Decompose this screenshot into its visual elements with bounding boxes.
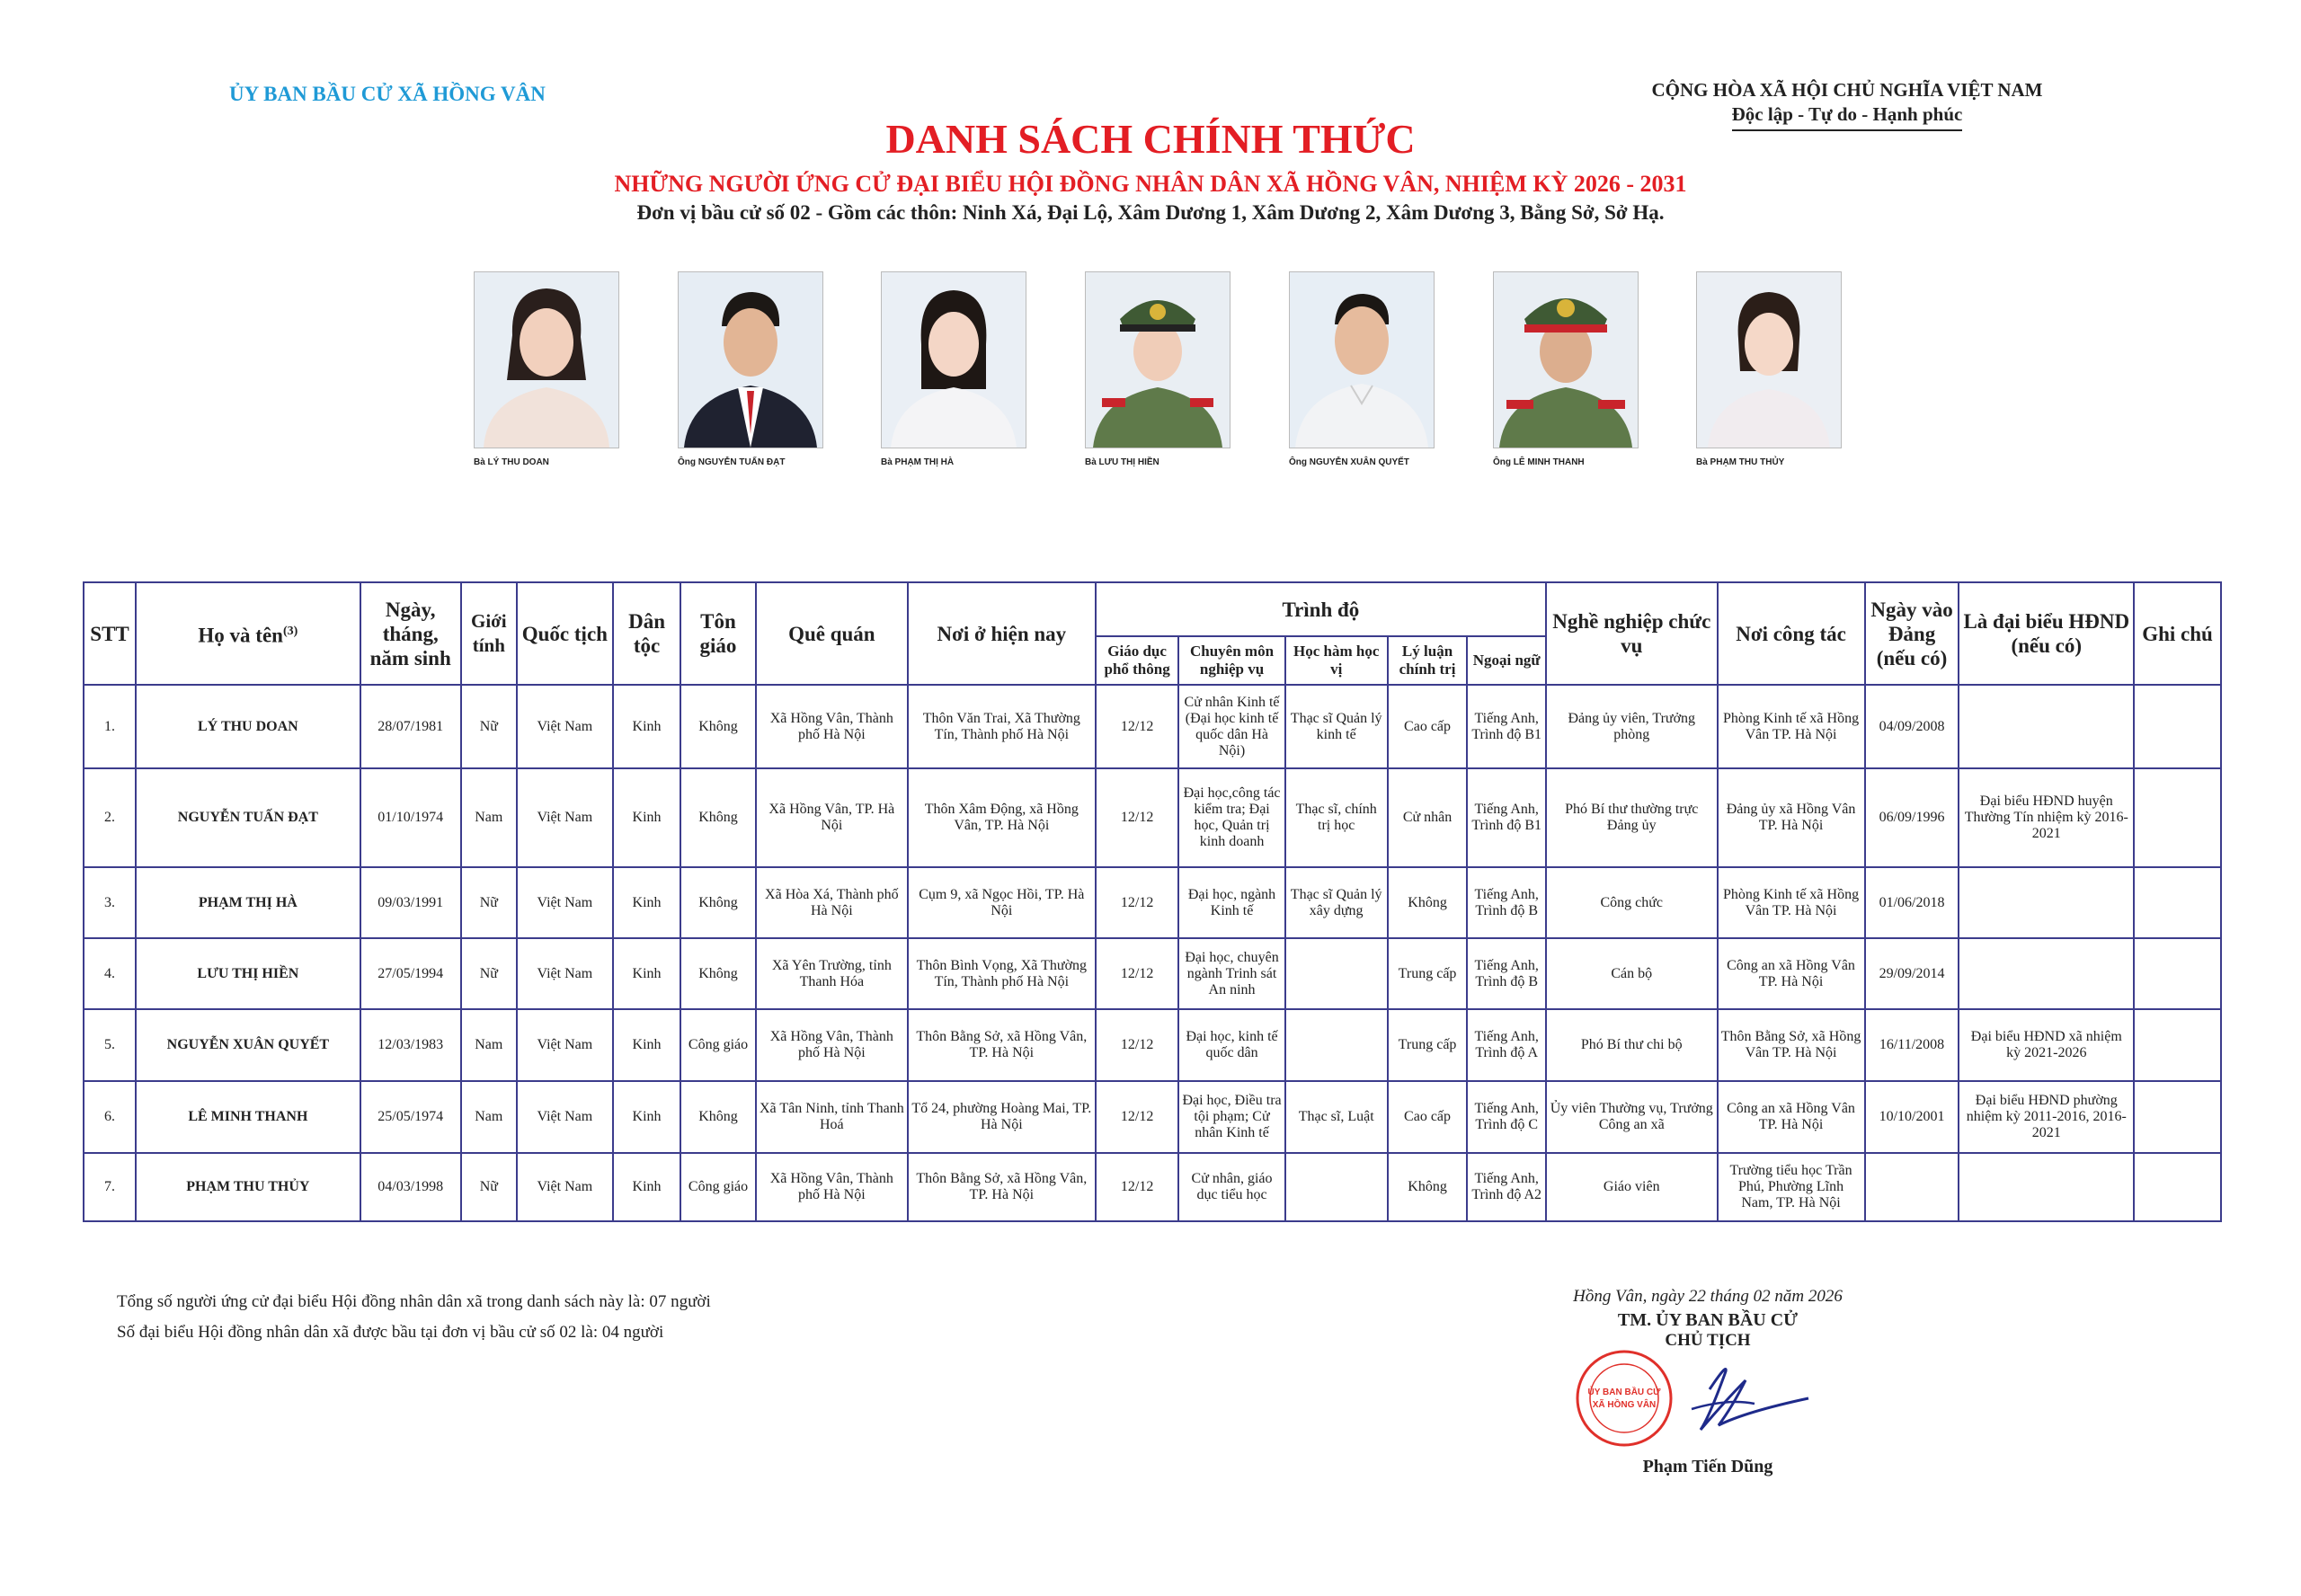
candidate-photo — [1696, 271, 1842, 467]
cell-residence: Cụm 9, xã Ngọc Hồi, TP. Hà Nội — [908, 867, 1096, 938]
total-candidates: Tổng số người ứng cử đại biểu Hội đồng nhân dân xã trong danh sách này là: 07 người — [117, 1292, 711, 1311]
cell-stt: 7. — [84, 1153, 136, 1221]
cell-dob: 25/05/1974 — [360, 1081, 461, 1153]
table-row — [84, 1081, 2221, 1153]
cell-degree: Thạc sĩ, Luật — [1285, 1081, 1388, 1153]
cell-general: 12/12 — [1096, 867, 1179, 938]
cell-religion: Không — [680, 685, 756, 768]
cell-nationality: Việt Nam — [517, 768, 613, 867]
cell-gender: Nữ — [461, 938, 517, 1009]
cell-degree: Thạc sĩ, chính trị học — [1285, 768, 1388, 867]
cell-residence: Thôn Bằng Sở, xã Hồng Vân, TP. Hà Nội — [908, 1153, 1096, 1221]
cell-party: 29/09/2014 — [1865, 938, 1959, 1009]
cell-workplace: Trường tiểu học Trần Phú, Phường Lĩnh Nam, TP. Hà Nội — [1718, 1153, 1865, 1221]
signature-stroke — [1701, 1370, 1808, 1431]
cell-language: Tiếng Anh, Trình độ B1 — [1467, 768, 1546, 867]
cell-religion: Không — [680, 768, 756, 867]
cell-degree: Thạc sĩ Quản lý kinh tế — [1285, 685, 1388, 768]
header-politics: Lý luận chính trị — [1388, 636, 1468, 685]
cell-language: Tiếng Anh, Trình độ A — [1467, 1009, 1546, 1081]
cell-workplace: Công an xã Hồng Vân TP. Hà Nội — [1718, 1081, 1865, 1153]
cell-name: PHẠM THU THỦY — [136, 1153, 360, 1221]
organization-name: ỦY BAN BẦU CỬ XÃ HỒNG VÂN — [229, 83, 546, 105]
cell-party: 10/10/2001 — [1865, 1081, 1959, 1153]
cell-degree — [1285, 1153, 1388, 1221]
signer-name: Phạm Tiến Dũng — [1642, 1457, 1773, 1476]
cell-delegate — [1959, 1153, 2134, 1221]
cell-delegate: Đại biểu HĐND phường nhiệm kỳ 2011-2016, 2016-2021 — [1959, 1081, 2134, 1153]
cell-nationality: Việt Nam — [517, 1153, 613, 1221]
cell-specialty: Đại học, Điều tra tội phạm; Cử nhân Kinh tế — [1178, 1081, 1284, 1153]
republic-name: CỘNG HÒA XÃ HỘI CHỦ NGHĨA VIỆT NAM — [1651, 79, 2043, 101]
cell-workplace: Phòng Kinh tế xã Hồng Vân TP. Hà Nội — [1718, 685, 1865, 768]
candidate-photo — [881, 271, 1026, 467]
header-degree: Học hàm học vị — [1285, 636, 1388, 685]
cell-name: LƯU THỊ HIỀN — [136, 938, 360, 1009]
cell-name: LÊ MINH THANH — [136, 1081, 360, 1153]
cell-language: Tiếng Anh, Trình độ B1 — [1467, 685, 1546, 768]
candidate-photos — [0, 271, 2301, 514]
cell-note — [2134, 1153, 2221, 1221]
cell-stt: 4. — [84, 938, 136, 1009]
header-hometown: Quê quán — [756, 582, 908, 685]
cell-workplace: Thôn Bằng Sở, xã Hồng Vân TP. Hà Nội — [1718, 1009, 1865, 1081]
cell-gender: Nữ — [461, 867, 517, 938]
sign-title: CHỦ TỊCH — [1665, 1331, 1751, 1350]
cell-degree: Thạc sĩ Quản lý xây dựng — [1285, 867, 1388, 938]
portrait-image — [1289, 271, 1435, 448]
cell-nationality: Việt Nam — [517, 1009, 613, 1081]
cell-general: 12/12 — [1096, 1009, 1179, 1081]
header-education: Trình độ — [1096, 582, 1546, 636]
cell-general: 12/12 — [1096, 685, 1179, 768]
cell-ethnic: Kinh — [613, 768, 680, 867]
cell-language: Tiếng Anh, Trình độ C — [1467, 1081, 1546, 1153]
cell-language: Tiếng Anh, Trình độ B — [1467, 867, 1546, 938]
photo-caption: Bà PHẠM THỊ HÀ — [881, 457, 955, 467]
candidate-table — [83, 581, 2222, 1222]
header-party: Ngày vào Đảng (nếu có) — [1865, 582, 1959, 685]
cell-specialty: Cử nhân Kinh tế (Đại học kinh tế quốc dân Hà Nội) — [1178, 685, 1284, 768]
cell-job: Ủy viên Thường vụ, Trưởng Công an xã — [1546, 1081, 1718, 1153]
portrait-image — [1085, 271, 1230, 448]
cell-job: Công chức — [1546, 867, 1718, 938]
cell-hometown: Xã Yên Trường, tỉnh Thanh Hóa — [756, 938, 908, 1009]
cell-gender: Nam — [461, 768, 517, 867]
cell-stt: 6. — [84, 1081, 136, 1153]
cell-job: Phó Bí thư thường trực Đảng ủy — [1546, 768, 1718, 867]
photo-caption: Ông LÊ MINH THANH — [1493, 457, 1585, 467]
cell-hometown: Xã Hồng Vân, Thành phố Hà Nội — [756, 1153, 908, 1221]
table-row — [84, 1153, 2221, 1221]
portrait-image — [474, 271, 619, 448]
header-residence: Nơi ở hiện nay — [908, 582, 1096, 685]
cell-hometown: Xã Tân Ninh, tỉnh Thanh Hoá — [756, 1081, 908, 1153]
portrait-image — [678, 271, 823, 448]
header-religion: Tôn giáo — [680, 582, 756, 685]
cell-job: Phó Bí thư chi bộ — [1546, 1009, 1718, 1081]
cell-specialty: Đại học, kinh tế quốc dân — [1178, 1009, 1284, 1081]
cell-specialty: Đại học, chuyên ngành Trinh sát An ninh — [1178, 938, 1284, 1009]
cell-job: Giáo viên — [1546, 1153, 1718, 1221]
cell-name: NGUYỄN XUÂN QUYẾT — [136, 1009, 360, 1081]
cell-dob: 27/05/1994 — [360, 938, 461, 1009]
cell-party: 16/11/2008 — [1865, 1009, 1959, 1081]
header-ethnic: Dân tộc — [613, 582, 680, 685]
header-dob: Ngày, tháng, năm sinh — [360, 582, 461, 685]
portrait-image — [881, 271, 1026, 448]
cell-job: Cán bộ — [1546, 938, 1718, 1009]
total-elected: Số đại biểu Hội đồng nhân dân xã được bầu tại đơn vị bầu cử số 02 là: 04 người — [117, 1323, 664, 1342]
table-row — [84, 867, 2221, 938]
cell-degree — [1285, 1009, 1388, 1081]
candidate-photo — [474, 271, 619, 467]
cell-delegate — [1959, 685, 2134, 768]
cell-politics: Không — [1388, 1153, 1468, 1221]
cell-delegate — [1959, 867, 2134, 938]
cell-religion: Không — [680, 1081, 756, 1153]
cell-residence: Thôn Văn Trai, Xã Thường Tín, Thành phố Hà Nội — [908, 685, 1096, 768]
cell-ethnic: Kinh — [613, 1009, 680, 1081]
header-stt: STT — [84, 582, 136, 685]
header-name — [136, 582, 360, 685]
photo-caption: Ông NGUYỄN TUẤN ĐẠT — [678, 457, 786, 467]
header-gender: Giới tính — [461, 582, 517, 685]
photo-caption: Bà LƯU THỊ HIỀN — [1085, 457, 1159, 467]
cell-religion: Công giáo — [680, 1009, 756, 1081]
cell-politics: Cử nhân — [1388, 768, 1468, 867]
cell-nationality: Việt Nam — [517, 867, 613, 938]
cell-politics: Trung cấp — [1388, 1009, 1468, 1081]
cell-nationality: Việt Nam — [517, 938, 613, 1009]
cell-workplace: Đảng ủy xã Hồng Vân TP. Hà Nội — [1718, 768, 1865, 867]
cell-note — [2134, 768, 2221, 867]
cell-dob: 01/10/1974 — [360, 768, 461, 867]
cell-gender: Nữ — [461, 1153, 517, 1221]
cell-politics: Cao cấp — [1388, 1081, 1468, 1153]
cell-name: NGUYỄN TUẤN ĐẠT — [136, 768, 360, 867]
cell-party: 01/06/2018 — [1865, 867, 1959, 938]
cell-stt: 1. — [84, 685, 136, 768]
cell-job: Đảng ủy viên, Trưởng phòng — [1546, 685, 1718, 768]
header-delegate: Là đại biểu HĐND (nếu có) — [1959, 582, 2134, 685]
sign-organization: TM. ỦY BAN BẦU CỬ — [1617, 1310, 1799, 1330]
electoral-unit: Đơn vị bầu cử số 02 - Gồm các thôn: Ninh Xá, Đại Lộ, Xâm Dương 1, Xâm Dương 2, Xâm Dương 3, Bằng Sở, Sở Hạ. — [636, 201, 1665, 224]
cell-gender: Nam — [461, 1081, 517, 1153]
candidate-photo — [1289, 271, 1435, 467]
cell-delegate: Đại biểu HĐND xã nhiệm kỳ 2021-2026 — [1959, 1009, 2134, 1081]
table-row — [84, 685, 2221, 768]
header-language: Ngoại ngữ — [1467, 636, 1546, 685]
cell-hometown: Xã Hồng Vân, TP. Hà Nội — [756, 768, 908, 867]
cell-residence: Thôn Bình Vọng, Xã Thường Tín, Thành phố Hà Nội — [908, 938, 1096, 1009]
cell-ethnic: Kinh — [613, 1153, 680, 1221]
cell-ethnic: Kinh — [613, 867, 680, 938]
cell-nationality: Việt Nam — [517, 1081, 613, 1153]
cell-residence: Thôn Bằng Sở, xã Hồng Vân, TP. Hà Nội — [908, 1009, 1096, 1081]
seal-inner-ring — [1590, 1364, 1658, 1432]
cell-ethnic: Kinh — [613, 685, 680, 768]
cell-specialty: Đại học,công tác kiểm tra; Đại học, Quản trị kinh doanh — [1178, 768, 1284, 867]
header-name-footnote: (3) — [282, 625, 298, 639]
cell-dob: 12/03/1983 — [360, 1009, 461, 1081]
candidate-photo — [1085, 271, 1230, 467]
cell-hometown: Xã Hòa Xá, Thành phố Hà Nội — [756, 867, 908, 938]
header-specialty: Chuyên môn nghiệp vụ — [1178, 636, 1284, 685]
cell-note — [2134, 938, 2221, 1009]
cell-party: 04/09/2008 — [1865, 685, 1959, 768]
national-motto: Độc lập - Tự do - Hạnh phúc — [1732, 103, 1963, 131]
cell-politics: Cao cấp — [1388, 685, 1468, 768]
cell-nationality: Việt Nam — [517, 685, 613, 768]
cell-language: Tiếng Anh, Trình độ B — [1467, 938, 1546, 1009]
document-subtitle: NHỮNG NGƯỜI ỨNG CỬ ĐẠI BIỂU HỘI ĐỒNG NHÂN DÂN XÃ HỒNG VÂN, NHIỆM KỲ 2026 - 2031 — [614, 171, 1687, 197]
cell-specialty: Đại học, ngành Kinh tế — [1178, 867, 1284, 938]
cell-religion: Công giáo — [680, 1153, 756, 1221]
header-nationality: Quốc tịch — [517, 582, 613, 685]
cell-residence: Thôn Xâm Động, xã Hồng Vân, TP. Hà Nội — [908, 768, 1096, 867]
cell-dob: 09/03/1991 — [360, 867, 461, 938]
cell-politics: Trung cấp — [1388, 938, 1468, 1009]
cell-delegate — [1959, 938, 2134, 1009]
portrait-image — [1696, 271, 1842, 448]
header-general: Giáo dục phổ thông — [1096, 636, 1179, 685]
seal-text-line2: XÃ HỒNG VÂN — [1592, 1400, 1657, 1410]
cell-note — [2134, 685, 2221, 768]
cell-general: 12/12 — [1096, 1081, 1179, 1153]
cell-general: 12/12 — [1096, 768, 1179, 867]
cell-general: 12/12 — [1096, 1153, 1179, 1221]
cell-note — [2134, 867, 2221, 938]
header-job: Nghề nghiệp chức vụ — [1546, 582, 1718, 685]
cell-religion: Không — [680, 867, 756, 938]
photo-caption: Bà PHẠM THU THỦY — [1696, 457, 1785, 467]
header-workplace: Nơi công tác — [1718, 582, 1865, 685]
cell-general: 12/12 — [1096, 938, 1179, 1009]
cell-dob: 28/07/1981 — [360, 685, 461, 768]
cell-party: 06/09/1996 — [1865, 768, 1959, 867]
cell-note — [2134, 1009, 2221, 1081]
portrait-image — [1493, 271, 1639, 448]
cell-party — [1865, 1153, 1959, 1221]
cell-ethnic: Kinh — [613, 938, 680, 1009]
cell-hometown: Xã Hồng Vân, Thành phố Hà Nội — [756, 1009, 908, 1081]
cell-hometown: Xã Hồng Vân, Thành phố Hà Nội — [756, 685, 908, 768]
seal-outer-ring — [1577, 1352, 1671, 1445]
table-row — [84, 768, 2221, 867]
cell-stt: 5. — [84, 1009, 136, 1081]
header-name-text: Họ và tên — [198, 624, 283, 647]
table-row — [84, 938, 2221, 1009]
cell-workplace: Phòng Kinh tế xã Hồng Vân TP. Hà Nội — [1718, 867, 1865, 938]
cell-residence: Tổ 24, phường Hoàng Mai, TP. Hà Nội — [908, 1081, 1096, 1153]
signature-block — [1528, 1287, 1888, 1351]
cell-stt: 2. — [84, 768, 136, 867]
cell-religion: Không — [680, 938, 756, 1009]
cell-politics: Không — [1388, 867, 1468, 938]
photo-caption: Ông NGUYỄN XUÂN QUYẾT — [1289, 457, 1409, 467]
cell-workplace: Công an xã Hồng Vân TP. Hà Nội — [1718, 938, 1865, 1009]
candidate-photo — [1493, 271, 1639, 467]
cell-gender: Nam — [461, 1009, 517, 1081]
cell-name: LÝ THU DOAN — [136, 685, 360, 768]
cell-name: PHẠM THỊ HÀ — [136, 867, 360, 938]
cell-stt: 3. — [84, 867, 136, 938]
cell-dob: 04/03/1998 — [360, 1153, 461, 1221]
seal-text-line1: ỦY BAN BẦU CỬ — [1587, 1388, 1661, 1397]
cell-specialty: Cử nhân, giáo dục tiểu học — [1178, 1153, 1284, 1221]
cell-degree — [1285, 938, 1388, 1009]
header-note: Ghi chú — [2134, 582, 2221, 685]
cell-delegate: Đại biểu HĐND huyện Thường Tín nhiệm kỳ 2016-2021 — [1959, 768, 2134, 867]
cell-gender: Nữ — [461, 685, 517, 768]
cell-note — [2134, 1081, 2221, 1153]
official-seal-and-signature — [1575, 1344, 1871, 1454]
candidate-photo — [678, 271, 823, 467]
sign-date: Hồng Vân, ngày 22 tháng 02 năm 2026 — [1573, 1287, 1843, 1306]
document-title: DANH SÁCH CHÍNH THỨC — [885, 116, 1416, 162]
photo-caption: Bà LÝ THU DOAN — [474, 457, 549, 467]
cell-language: Tiếng Anh, Trình độ A2 — [1467, 1153, 1546, 1221]
table-row — [84, 1009, 2221, 1081]
cell-ethnic: Kinh — [613, 1081, 680, 1153]
